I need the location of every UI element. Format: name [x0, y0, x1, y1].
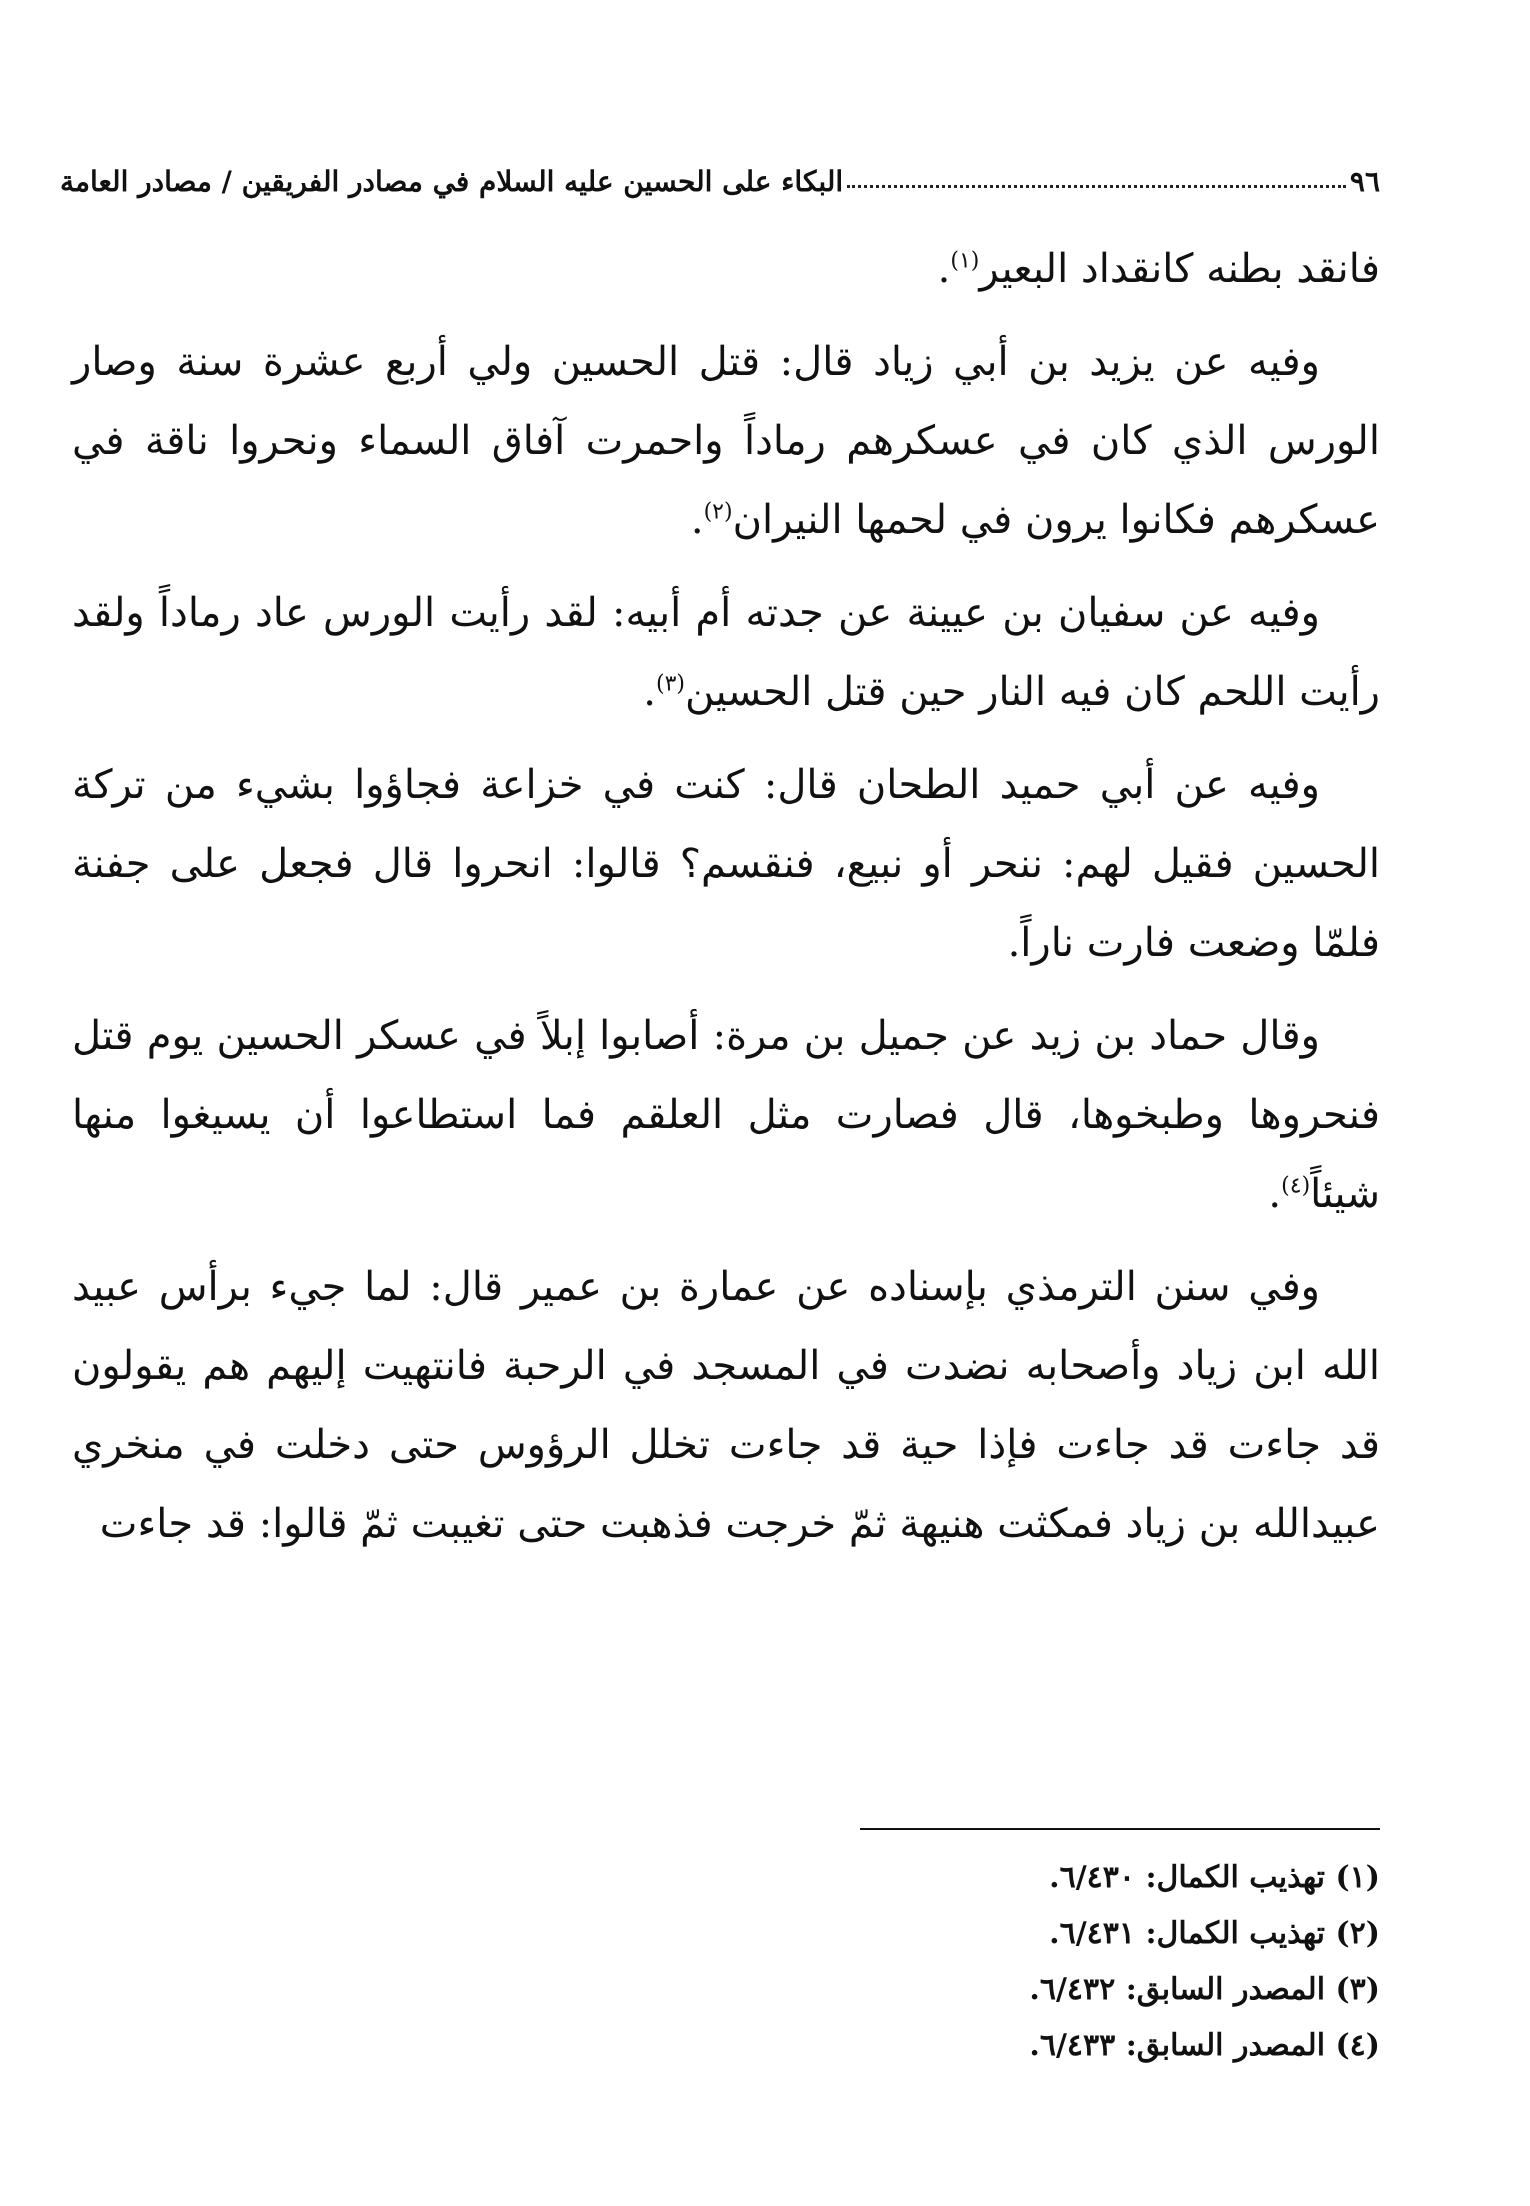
paragraph-text: وفيه عن أبي حميد الطحان قال: كنت في خزاعة فجاؤوا بشيء من تركة الحسين فقيل لهم: ننحر أو نبيع، فنقسم؟ قالوا: انحروا قال فجعل على جفنة فلمّا وضعت فارت ناراً.	[72, 762, 1380, 966]
footnote: (١) تهذيب الكمال: ٦/٤٣٠.	[1049, 1860, 1380, 1895]
paragraph	[72, 574, 1380, 732]
footnote-ref: (٤)	[1281, 1173, 1311, 1199]
paragraph-text: وفيه عن يزيد بن أبي زياد قال: قتل الحسين ولي أربع عشرة سنة وصار الورس الذي كان في عسكرهم رماداً واحمرت آفاق السماء ونحروا ناقة في عسكرهم فكانوا يرون في لحمها النيران	[72, 339, 1380, 543]
paragraph-end: .	[1268, 1171, 1282, 1217]
footnotes	[600, 1850, 1380, 2074]
footnote-ref: (٣)	[655, 671, 685, 697]
paragraph-text: وفيه عن سفيان بن عيينة عن جدته أم أبيه: لقد رأيت الورس عاد رماداً ولقد رأيت اللحم كان فيه النار حين قتل الحسين	[72, 590, 1380, 715]
footnote: (٤) المصدر السابق: ٦/٤٣٣.	[1029, 2028, 1380, 2063]
footnote: (٢) تهذيب الكمال: ٦/٤٣١.	[1049, 1916, 1380, 1951]
paragraph-text: وفي سنن الترمذي بإسناده عن عمارة بن عمير قال: لما جيء برأس عبيد الله ابن زياد وأصحابه نضدت في المسجد في الرحبة فانتهيت إليهم هم يقولون قد جاءت قد جاءت فإذا حية قد جاءت تخلل الرؤوس حتى دخلت في منخري عبيدالله بن زياد فمكثت هنيهة ثمّ خرجت فذهبت حتى تغيبت ثمّ قالوا: قد جاءت	[72, 1264, 1380, 1547]
paragraph	[72, 1248, 1380, 1564]
paragraph	[72, 746, 1380, 983]
body-text	[72, 230, 1380, 1578]
paragraph	[72, 997, 1380, 1234]
paragraph-end: .	[643, 669, 656, 715]
running-header	[60, 150, 1380, 198]
paragraph-text: فانقد بطنه كانقداد البعير	[979, 246, 1380, 292]
page-number: ٩٦	[1349, 165, 1380, 198]
footnote-ref: (٢)	[703, 499, 733, 525]
running-title: البكاء على الحسين عليه السلام في مصادر الفريقين / مصادر العامة	[60, 165, 844, 198]
footnote: (٣) المصدر السابق: ٦/٤٣٢.	[1029, 1972, 1380, 2007]
paragraph-end: .	[937, 246, 951, 292]
paragraph	[72, 230, 1380, 309]
header-leader-dots	[847, 184, 1346, 188]
footnote-ref: (١)	[950, 248, 980, 274]
paragraph-end: .	[690, 497, 704, 543]
paragraph	[72, 323, 1380, 560]
paragraph-text: وقال حماد بن زيد عن جميل بن مرة: أصابوا إبلاً في عسكر الحسين يوم قتل فنحروها وطبخوها، قال فصارت مثل العلقم فما استطاعوا أن يسيغوا منها شيئاً	[72, 1013, 1380, 1217]
footnote-separator	[860, 1828, 1380, 1830]
